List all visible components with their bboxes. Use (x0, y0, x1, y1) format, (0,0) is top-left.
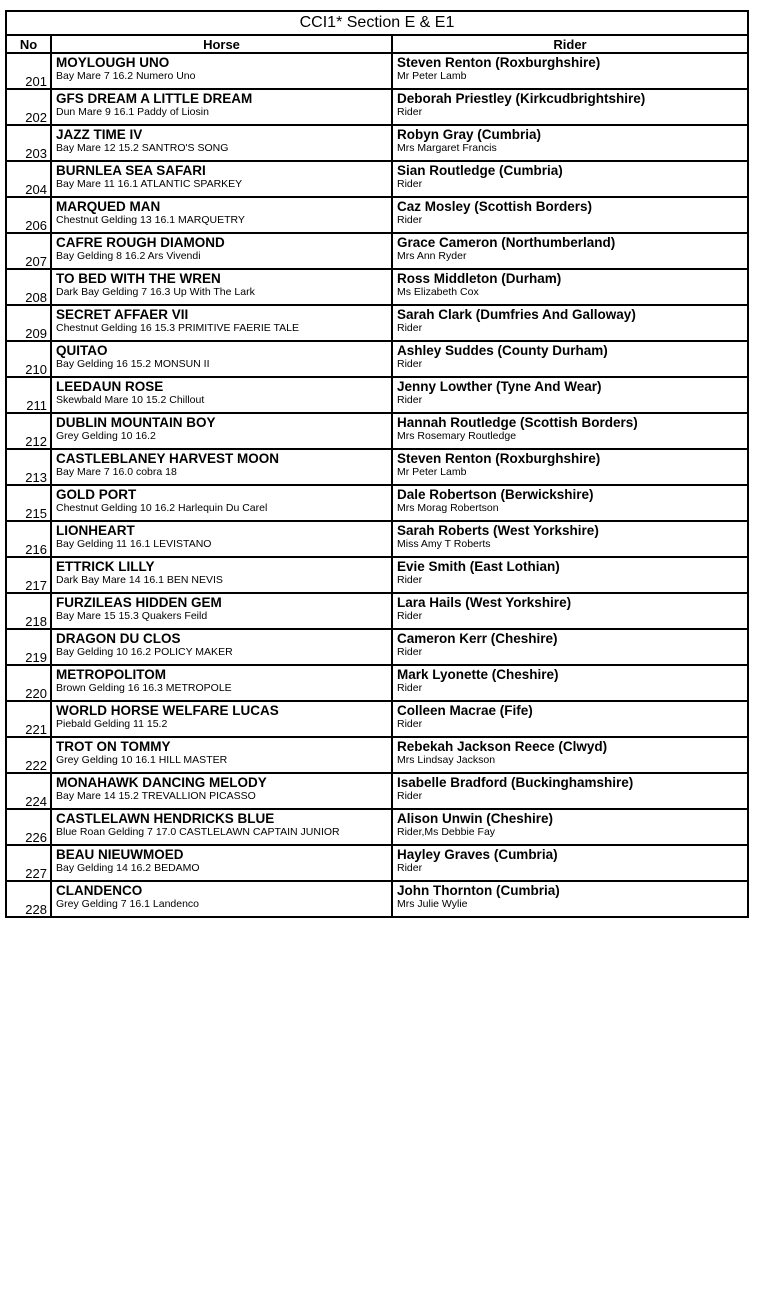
owner-name: Mrs Rosemary Routledge (397, 430, 517, 442)
table-row (6, 413, 748, 449)
horse-cell (51, 377, 392, 413)
horse-cell (51, 305, 392, 341)
rider-name: Hayley Graves (Cumbria) (397, 847, 558, 862)
rider-name: Isabelle Bradford (Buckinghamshire) (397, 775, 634, 790)
horse-name: WORLD HORSE WELFARE LUCAS (56, 703, 279, 718)
rider-cell (392, 881, 748, 917)
column-header-horse: Horse (51, 35, 392, 53)
table-row (6, 773, 748, 809)
horse-cell (51, 449, 392, 485)
rider-cell (392, 413, 748, 449)
table-row (6, 161, 748, 197)
rider-name: Colleen Macrae (Fife) (397, 703, 533, 718)
horse-cell (51, 593, 392, 629)
entry-number: 215 (6, 485, 51, 521)
table-row (6, 629, 748, 665)
rider-name: Caz Mosley (Scottish Borders) (397, 199, 593, 214)
horse-name: METROPOLITOM (56, 667, 166, 682)
owner-name: Mrs Morag Robertson (397, 502, 499, 514)
horse-cell (51, 485, 392, 521)
horse-details: Dark Bay Gelding 7 16.3 Up With The Lark (56, 286, 255, 298)
horse-name: CASTLEBLANEY HARVEST MOON (56, 451, 280, 466)
rider-name: Steven Renton (Roxburghshire) (397, 451, 601, 466)
entry-number: 216 (6, 521, 51, 557)
table-row (6, 593, 748, 629)
horse-cell (51, 809, 392, 845)
horse-cell (51, 341, 392, 377)
owner-name: Rider (397, 394, 423, 406)
rider-name: Hannah Routledge (Scottish Borders) (397, 415, 638, 430)
horse-details: Grey Gelding 10 16.2 (56, 430, 156, 442)
horse-name: SECRET AFFAER VII (56, 307, 189, 322)
table-row (6, 341, 748, 377)
horse-cell (51, 629, 392, 665)
column-header-no: No (6, 35, 51, 53)
table-row (6, 701, 748, 737)
entry-number: 211 (6, 377, 51, 413)
horse-cell (51, 773, 392, 809)
rider-cell (392, 557, 748, 593)
rider-cell (392, 233, 748, 269)
rider-cell (392, 89, 748, 125)
owner-name: Rider (397, 214, 423, 226)
horse-name: CAFRE ROUGH DIAMOND (56, 235, 225, 250)
horse-name: GOLD PORT (56, 487, 137, 502)
entry-number: 204 (6, 161, 51, 197)
table-row (6, 53, 748, 89)
table-row (6, 125, 748, 161)
owner-name: Rider,Ms Debbie Fay (397, 826, 496, 838)
horse-details: Chestnut Gelding 13 16.1 MARQUETRY (56, 214, 245, 226)
horse-name: DUBLIN MOUNTAIN BOY (56, 415, 216, 430)
rider-name: Rebekah Jackson Reece (Clwyd) (397, 739, 608, 754)
rider-name: Sian Routledge (Cumbria) (397, 163, 563, 178)
rider-cell (392, 485, 748, 521)
rider-cell (392, 629, 748, 665)
entry-number: 213 (6, 449, 51, 485)
horse-details: Bay Gelding 8 16.2 Ars Vivendi (56, 250, 201, 262)
horse-cell (51, 413, 392, 449)
owner-name: Rider (397, 358, 423, 370)
entry-number: 227 (6, 845, 51, 881)
horse-name: CLANDENCO (56, 883, 143, 898)
horse-details: Bay Gelding 16 15.2 MONSUN II (56, 358, 210, 370)
rider-cell (392, 701, 748, 737)
horse-details: Chestnut Gelding 16 15.3 PRIMITIVE FAERIE TALE (56, 322, 299, 334)
horse-cell (51, 197, 392, 233)
horse-details: Brown Gelding 16 16.3 METROPOLE (56, 682, 232, 694)
table-row (6, 233, 748, 269)
horse-name: JAZZ TIME IV (56, 127, 143, 142)
entry-number: 209 (6, 305, 51, 341)
horse-name: MONAHAWK DANCING MELODY (56, 775, 267, 790)
owner-name: Mr Peter Lamb (397, 70, 467, 82)
table-row (6, 737, 748, 773)
owner-name: Mrs Julie Wylie (397, 898, 468, 910)
horse-name: TO BED WITH THE WREN (56, 271, 221, 286)
rider-cell (392, 269, 748, 305)
table-row (6, 449, 748, 485)
horse-name: ETTRICK LILLY (56, 559, 155, 574)
table-row (6, 845, 748, 881)
rider-cell (392, 161, 748, 197)
horse-details: Bay Mare 14 15.2 TREVALLION PICASSO (56, 790, 256, 802)
rider-cell (392, 377, 748, 413)
rider-name: Ross Middleton (Durham) (397, 271, 562, 286)
horse-cell (51, 701, 392, 737)
rider-cell (392, 305, 748, 341)
horse-details: Bay Mare 11 16.1 ATLANTIC SPARKEY (56, 178, 243, 190)
table-row (6, 521, 748, 557)
rider-cell (392, 845, 748, 881)
horse-details: Bay Gelding 14 16.2 BEDAMO (56, 862, 200, 874)
horse-cell (51, 161, 392, 197)
section-title: CCI1* Section E & E1 (6, 11, 748, 35)
owner-name: Rider (397, 106, 423, 118)
horse-name: FURZILEAS HIDDEN GEM (56, 595, 222, 610)
rider-cell (392, 593, 748, 629)
column-header-row (6, 35, 748, 53)
owner-name: Rider (397, 178, 423, 190)
owner-name: Rider (397, 718, 423, 730)
rider-name: Deborah Priestley (Kirkcudbrightshire) (397, 91, 646, 106)
table-row (6, 881, 748, 917)
owner-name: Mrs Ann Ryder (397, 250, 467, 262)
rider-cell (392, 521, 748, 557)
horse-details: Bay Gelding 10 16.2 POLICY MAKER (56, 646, 233, 658)
horse-details: Bay Mare 7 16.2 Numero Uno (56, 70, 196, 82)
horse-name: LIONHEART (56, 523, 135, 538)
horse-name: CASTLELAWN HENDRICKS BLUE (56, 811, 275, 826)
rider-name: John Thornton (Cumbria) (397, 883, 560, 898)
entry-number: 222 (6, 737, 51, 773)
horse-cell (51, 557, 392, 593)
owner-name: Rider (397, 574, 423, 586)
owner-name: Mrs Lindsay Jackson (397, 754, 496, 766)
table-row (6, 197, 748, 233)
owner-name: Rider (397, 862, 423, 874)
horse-details: Chestnut Gelding 10 16.2 Harlequin Du Carel (56, 502, 268, 514)
entry-number: 218 (6, 593, 51, 629)
rider-name: Dale Robertson (Berwickshire) (397, 487, 594, 502)
start-list-table (5, 10, 749, 918)
entry-number: 220 (6, 665, 51, 701)
horse-cell (51, 269, 392, 305)
horse-details: Bay Mare 12 15.2 SANTRO'S SONG (56, 142, 229, 154)
rider-cell (392, 125, 748, 161)
table-row (6, 305, 748, 341)
horse-cell (51, 665, 392, 701)
title-row (6, 11, 748, 35)
rider-cell (392, 737, 748, 773)
rider-name: Sarah Clark (Dumfries And Galloway) (397, 307, 636, 322)
owner-name: Mr Peter Lamb (397, 466, 467, 478)
rider-name: Alison Unwin (Cheshire) (397, 811, 554, 826)
table-row (6, 269, 748, 305)
owner-name: Ms Elizabeth Cox (397, 286, 479, 298)
rider-name: Mark Lyonette (Cheshire) (397, 667, 559, 682)
entries-body (6, 53, 748, 917)
horse-details: Dun Mare 9 16.1 Paddy of Liosin (56, 106, 209, 118)
rider-name: Ashley Suddes (County Durham) (397, 343, 608, 358)
horse-name: GFS DREAM A LITTLE DREAM (56, 91, 253, 106)
horse-name: BURNLEA SEA SAFARI (56, 163, 206, 178)
entry-number: 221 (6, 701, 51, 737)
horse-cell (51, 737, 392, 773)
entry-number: 207 (6, 233, 51, 269)
entry-number: 208 (6, 269, 51, 305)
rider-cell (392, 197, 748, 233)
horse-cell (51, 845, 392, 881)
entry-number: 203 (6, 125, 51, 161)
entry-number: 226 (6, 809, 51, 845)
horse-details: Bay Mare 7 16.0 cobra 18 (56, 466, 177, 478)
entry-number: 224 (6, 773, 51, 809)
column-header-rider: Rider (392, 35, 748, 53)
rider-name: Lara Hails (West Yorkshire) (397, 595, 572, 610)
horse-cell (51, 521, 392, 557)
horse-name: QUITAO (56, 343, 108, 358)
entry-number: 219 (6, 629, 51, 665)
rider-name: Sarah Roberts (West Yorkshire) (397, 523, 599, 538)
table-row (6, 809, 748, 845)
table-row (6, 89, 748, 125)
horse-name: MARQUED MAN (56, 199, 161, 214)
horse-details: Piebald Gelding 11 15.2 (56, 718, 168, 730)
rider-name: Evie Smith (East Lothian) (397, 559, 560, 574)
rider-cell (392, 53, 748, 89)
horse-details: Grey Gelding 7 16.1 Landenco (56, 898, 200, 910)
rider-name: Steven Renton (Roxburghshire) (397, 55, 601, 70)
horse-name: BEAU NIEUWMOED (56, 847, 184, 862)
rider-cell (392, 809, 748, 845)
horse-name: LEEDAUN ROSE (56, 379, 164, 394)
entry-number: 228 (6, 881, 51, 917)
table-row (6, 665, 748, 701)
owner-name: Rider (397, 790, 423, 802)
horse-details: Bay Mare 15 15.3 Quakers Feild (56, 610, 208, 622)
owner-name: Rider (397, 610, 423, 622)
table-row (6, 485, 748, 521)
rider-cell (392, 665, 748, 701)
horse-cell (51, 125, 392, 161)
horse-name: DRAGON DU CLOS (56, 631, 181, 646)
rider-name: Robyn Gray (Cumbria) (397, 127, 542, 142)
rider-name: Grace Cameron (Northumberland) (397, 235, 616, 250)
entry-number: 206 (6, 197, 51, 233)
owner-name: Mrs Margaret Francis (397, 142, 497, 154)
horse-cell (51, 89, 392, 125)
horse-cell (51, 233, 392, 269)
entry-number: 212 (6, 413, 51, 449)
entry-number: 201 (6, 53, 51, 89)
table-row (6, 377, 748, 413)
rider-name: Cameron Kerr (Cheshire) (397, 631, 558, 646)
horse-details: Skewbald Mare 10 15.2 Chillout (56, 394, 205, 406)
entry-number: 210 (6, 341, 51, 377)
horse-name: TROT ON TOMMY (56, 739, 171, 754)
horse-cell (51, 53, 392, 89)
horse-details: Dark Bay Mare 14 16.1 BEN NEVIS (56, 574, 223, 586)
owner-name: Rider (397, 646, 423, 658)
horse-name: MOYLOUGH UNO (56, 55, 170, 70)
horse-details: Blue Roan Gelding 7 17.0 CASTLELAWN CAPTAIN JUNIOR (56, 826, 340, 838)
owner-name: Rider (397, 682, 423, 694)
rider-cell (392, 773, 748, 809)
rider-name: Jenny Lowther (Tyne And Wear) (397, 379, 602, 394)
owner-name: Miss Amy T Roberts (397, 538, 491, 550)
rider-cell (392, 449, 748, 485)
table-row (6, 557, 748, 593)
horse-cell (51, 881, 392, 917)
horse-details: Bay Gelding 11 16.1 LEVISTANO (56, 538, 212, 550)
owner-name: Rider (397, 322, 423, 334)
entry-number: 202 (6, 89, 51, 125)
horse-details: Grey Gelding 10 16.1 HILL MASTER (56, 754, 228, 766)
rider-cell (392, 341, 748, 377)
entry-number: 217 (6, 557, 51, 593)
